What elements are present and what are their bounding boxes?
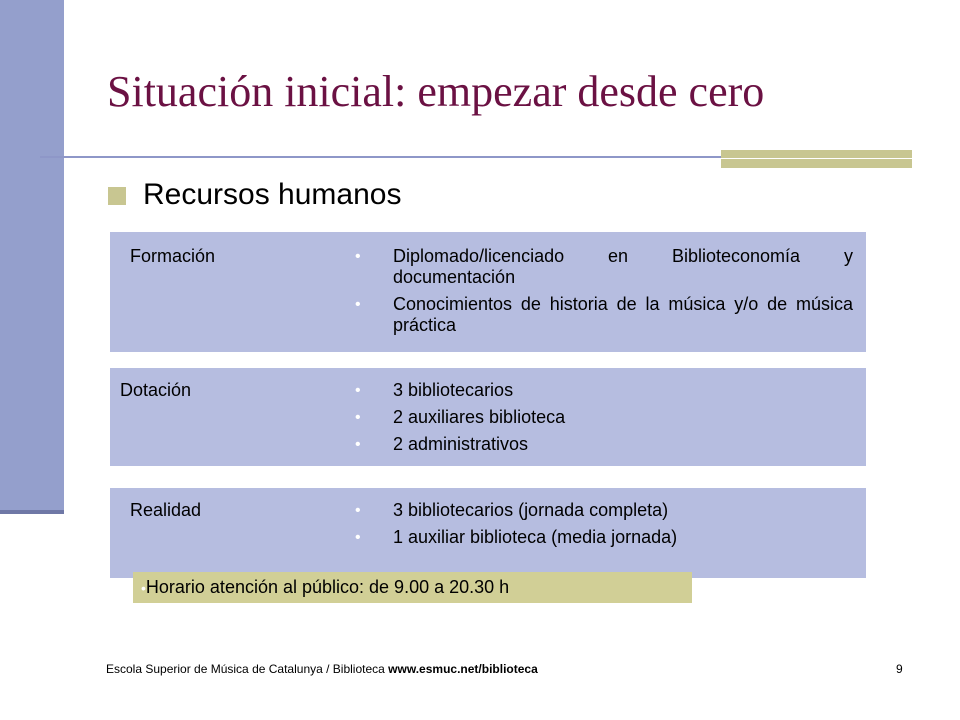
footer-text: Escola Superior de Música de Catalunya / Biblioteca bbox=[106, 662, 389, 676]
left-decorative-bar bbox=[0, 0, 64, 512]
list-item: • 3 bibliotecarios (jornada completa) bbox=[355, 500, 669, 520]
list-item: • Conocimientos de historia de la música y/o de música práctica bbox=[355, 294, 853, 335]
opening-hours-text: Horario atención al público: de 9.00 a 20.30 h bbox=[145, 577, 510, 597]
bullet-dot-icon: • bbox=[355, 436, 361, 453]
list-item: • 3 bibliotecarios bbox=[355, 380, 514, 400]
square-bullet-icon bbox=[108, 187, 126, 205]
formacion-label: Formación bbox=[130, 246, 216, 266]
slide-subtitle: Recursos humanos bbox=[143, 178, 402, 211]
page-number: 9 bbox=[896, 662, 903, 676]
footer bbox=[106, 662, 538, 676]
bullet-dot-icon: • bbox=[355, 248, 361, 265]
title-rule-accent bbox=[721, 150, 912, 168]
list-item: • Diplomado/licenciado en Biblioteconomía y documentación bbox=[355, 246, 853, 287]
realidad-label: Realidad bbox=[130, 500, 202, 520]
list-item: • 2 auxiliares biblioteca bbox=[355, 407, 566, 427]
formacion-box bbox=[110, 232, 866, 352]
bullet-dot-icon: • bbox=[355, 382, 361, 399]
dotacion-box bbox=[110, 368, 866, 466]
list-item: • 2 administrativos bbox=[355, 434, 529, 454]
dotacion-label: Dotación bbox=[120, 380, 192, 400]
bullet-dot-icon: • bbox=[355, 296, 361, 313]
bullet-dot-icon: • bbox=[355, 529, 361, 546]
realidad-box bbox=[110, 488, 866, 578]
slide-title: Situación inicial: empezar desde cero bbox=[107, 67, 765, 116]
realidad-list bbox=[355, 500, 853, 554]
formacion-list bbox=[355, 246, 853, 342]
opening-hours-highlight bbox=[133, 572, 692, 603]
footer-link[interactable]: www.esmuc.net/biblioteca bbox=[388, 662, 538, 676]
bullet-dot-icon: • bbox=[355, 409, 361, 426]
dotacion-list bbox=[355, 380, 853, 461]
bullet-dot-icon: • bbox=[141, 580, 146, 596]
title-rule-accent-line bbox=[721, 158, 912, 159]
left-bar-shadow bbox=[0, 510, 64, 514]
list-item: • 1 auxiliar biblioteca (media jornada) bbox=[355, 527, 678, 547]
bullet-dot-icon: • bbox=[355, 502, 361, 519]
